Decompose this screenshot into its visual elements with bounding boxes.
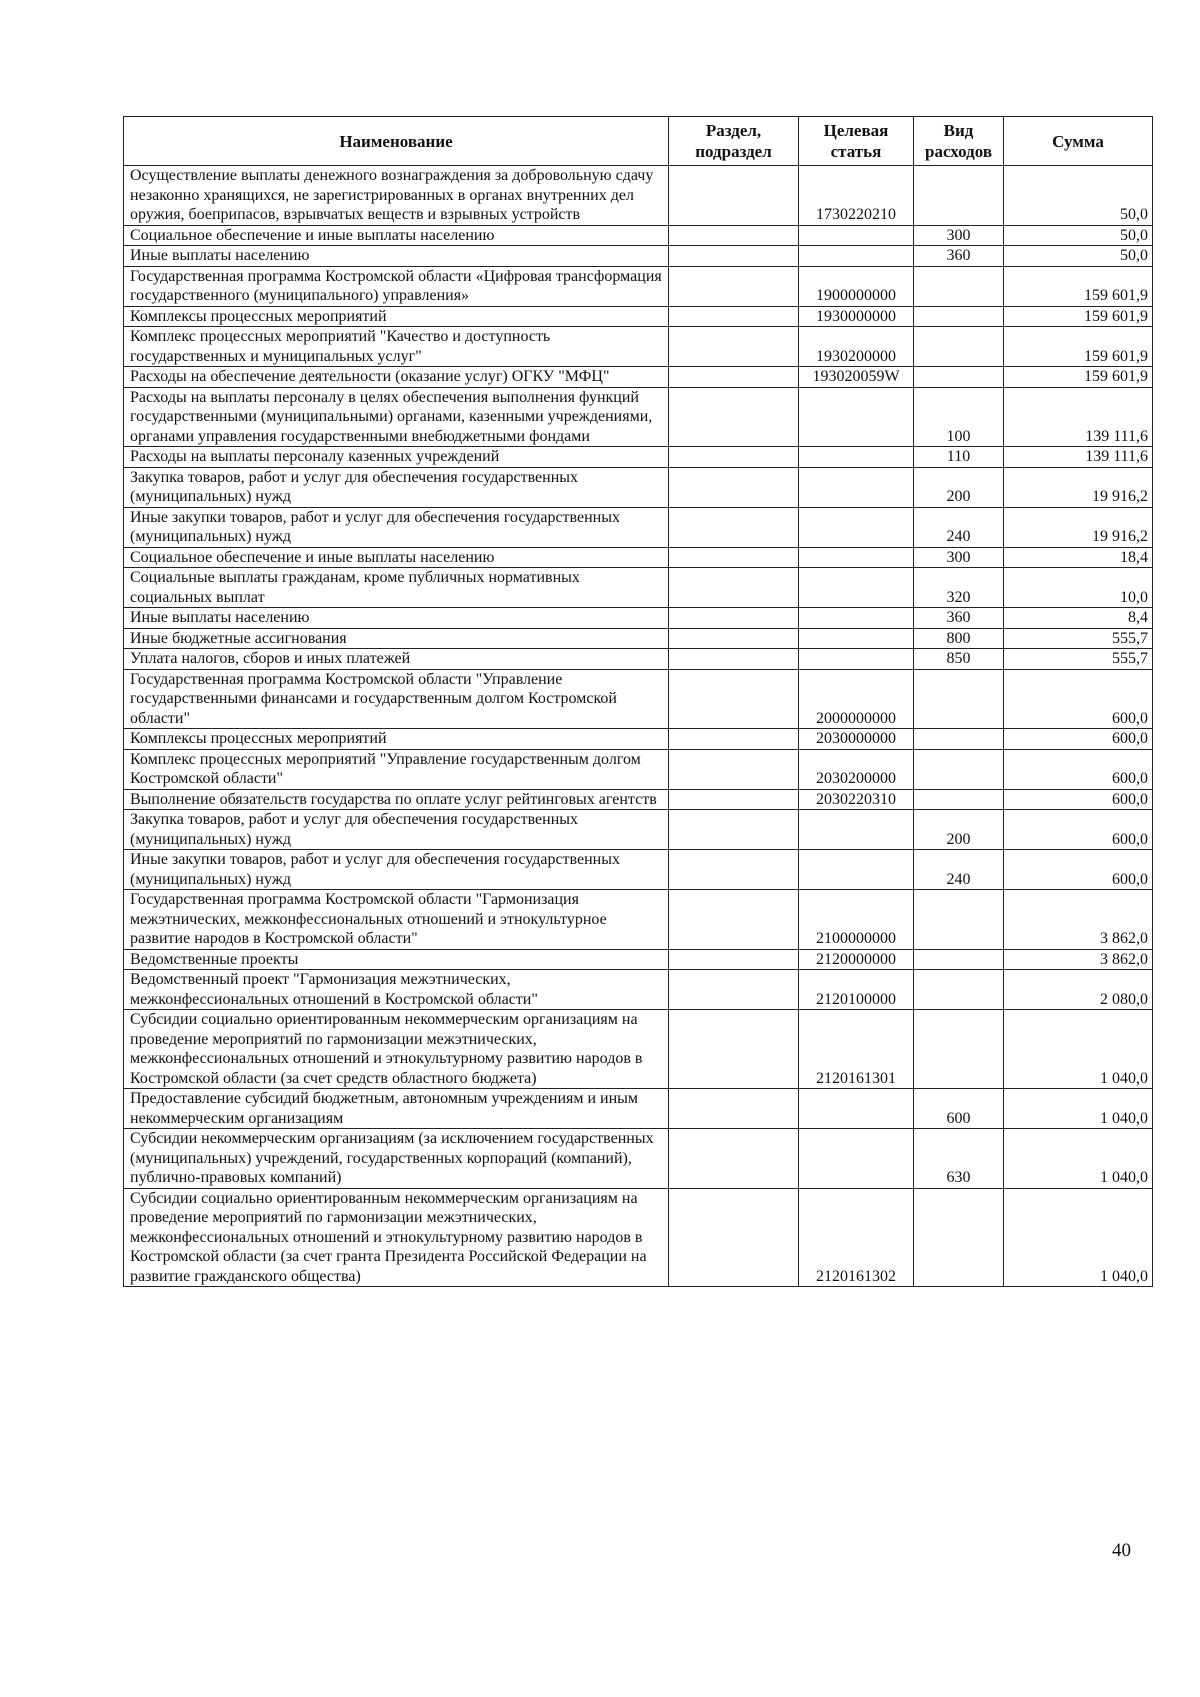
kind-cell (914, 949, 1004, 970)
sum-cell: 1 040,0 (1004, 1010, 1153, 1089)
article-cell: 2120161301 (799, 1010, 914, 1089)
header-article: Целевая статья (799, 117, 914, 166)
kind-cell (914, 669, 1004, 729)
name-cell: Расходы на выплаты персоналу в целях обеспечения выполнения функций государственными (муниципальными) органами, казенными учреждениями, органами управления государственными внебюджетными фондами (124, 387, 669, 447)
section-cell (669, 749, 799, 789)
sum-cell: 159 601,9 (1004, 367, 1153, 388)
name-cell: Субсидии социально ориентированным некоммерческим организациям на проведение мероприятий по гармонизации межэтнических, межконфессиональных отношений и этнокультурному развитию народов в Костромской области (за счет гранта Президента Российской Федерации на развитие гражданского общества) (124, 1188, 669, 1287)
name-cell: Субсидии некоммерческим организациям (за исключением государственных (муниципальных) учреждений, государственных корпораций (компаний), публично-правовых компаний) (124, 1129, 669, 1189)
name-cell: Комплекс процессных мероприятий "Качество и доступность государственных и муниципальных услуг" (124, 327, 669, 367)
article-cell (799, 850, 914, 890)
table-row (124, 246, 1153, 267)
table-row (124, 949, 1153, 970)
article-cell (799, 810, 914, 850)
name-cell: Социальное обеспечение и иные выплаты населению (124, 225, 669, 246)
table-row (124, 850, 1153, 890)
table-row (124, 507, 1153, 547)
article-cell: 1930000000 (799, 306, 914, 327)
table-body (124, 166, 1153, 1287)
kind-cell (914, 166, 1004, 226)
article-cell (799, 568, 914, 608)
kind-cell: 200 (914, 467, 1004, 507)
article-cell (799, 467, 914, 507)
kind-cell: 240 (914, 507, 1004, 547)
section-cell (669, 1089, 799, 1129)
table-row (124, 467, 1153, 507)
table-row (124, 568, 1153, 608)
article-cell: 1900000000 (799, 266, 914, 306)
section-cell (669, 225, 799, 246)
table-row (124, 387, 1153, 447)
kind-cell: 110 (914, 447, 1004, 468)
kind-cell (914, 327, 1004, 367)
article-cell (799, 1129, 914, 1189)
name-cell: Осуществление выплаты денежного вознаграждения за добровольную сдачу незаконно хранящихся, не зарегистрированных в органах внутренних дел оружия, боеприпасов, взрывчатых веществ и взрывных устройств (124, 166, 669, 226)
name-cell: Комплекс процессных мероприятий "Управление государственным долгом Костромской области" (124, 749, 669, 789)
name-cell: Иные бюджетные ассигнования (124, 628, 669, 649)
table-row (124, 447, 1153, 468)
table-row (124, 225, 1153, 246)
article-cell: 2120161302 (799, 1188, 914, 1287)
section-cell (669, 547, 799, 568)
article-cell: 2000000000 (799, 669, 914, 729)
table-row (124, 729, 1153, 750)
sum-cell: 3 862,0 (1004, 949, 1153, 970)
kind-cell (914, 1010, 1004, 1089)
article-cell (799, 608, 914, 629)
kind-cell: 200 (914, 810, 1004, 850)
sum-cell: 10,0 (1004, 568, 1153, 608)
kind-cell: 320 (914, 568, 1004, 608)
sum-cell: 159 601,9 (1004, 266, 1153, 306)
header-name: Наименование (124, 117, 669, 166)
section-cell (669, 1188, 799, 1287)
article-cell: 2100000000 (799, 890, 914, 950)
article-cell (799, 447, 914, 468)
name-cell: Государственная программа Костромской области "Гармонизация межэтнических, межконфессиональных отношений и этнокультурное развитие народов в Костромской области" (124, 890, 669, 950)
table-row (124, 649, 1153, 670)
sum-cell: 1 040,0 (1004, 1188, 1153, 1287)
section-cell (669, 970, 799, 1010)
sum-cell: 159 601,9 (1004, 327, 1153, 367)
article-cell (799, 507, 914, 547)
sum-cell: 139 111,6 (1004, 447, 1153, 468)
section-cell (669, 669, 799, 729)
kind-cell: 360 (914, 246, 1004, 267)
article-cell: 2030200000 (799, 749, 914, 789)
section-cell (669, 568, 799, 608)
name-cell: Комплексы процессных мероприятий (124, 729, 669, 750)
section-cell (669, 810, 799, 850)
name-cell: Иные выплаты населению (124, 246, 669, 267)
table-row (124, 890, 1153, 950)
budget-table (123, 116, 1153, 1287)
table-row (124, 749, 1153, 789)
kind-cell (914, 749, 1004, 789)
table-row (124, 1010, 1153, 1089)
sum-cell: 8,4 (1004, 608, 1153, 629)
sum-cell: 600,0 (1004, 669, 1153, 729)
table-row (124, 669, 1153, 729)
name-cell: Социальные выплаты гражданам, кроме публичных нормативных социальных выплат (124, 568, 669, 608)
sum-cell: 600,0 (1004, 789, 1153, 810)
name-cell: Государственная программа Костромской области "Управление государственными финансами и государственным долгом Костромской области" (124, 669, 669, 729)
kind-cell: 630 (914, 1129, 1004, 1189)
kind-cell: 240 (914, 850, 1004, 890)
sum-cell: 600,0 (1004, 729, 1153, 750)
article-cell: 2030000000 (799, 729, 914, 750)
section-cell (669, 166, 799, 226)
sum-cell: 19 916,2 (1004, 467, 1153, 507)
kind-cell (914, 890, 1004, 950)
header-section: Раздел, подраздел (669, 117, 799, 166)
kind-cell: 100 (914, 387, 1004, 447)
sum-cell: 600,0 (1004, 850, 1153, 890)
table-row (124, 1089, 1153, 1129)
name-cell: Расходы на выплаты персоналу казенных учреждений (124, 447, 669, 468)
article-cell (799, 1089, 914, 1129)
sum-cell: 600,0 (1004, 749, 1153, 789)
section-cell (669, 1129, 799, 1189)
table-row (124, 266, 1153, 306)
section-cell (669, 306, 799, 327)
table-row (124, 628, 1153, 649)
section-cell (669, 949, 799, 970)
table-row (124, 810, 1153, 850)
kind-cell: 850 (914, 649, 1004, 670)
kind-cell: 600 (914, 1089, 1004, 1129)
section-cell (669, 1010, 799, 1089)
sum-cell: 1 040,0 (1004, 1089, 1153, 1129)
sum-cell: 50,0 (1004, 166, 1153, 226)
kind-cell (914, 789, 1004, 810)
name-cell: Уплата налогов, сборов и иных платежей (124, 649, 669, 670)
article-cell: 1930200000 (799, 327, 914, 367)
name-cell: Иные выплаты населению (124, 608, 669, 629)
article-cell (799, 387, 914, 447)
sum-cell: 19 916,2 (1004, 507, 1153, 547)
section-cell (669, 729, 799, 750)
sum-cell: 1 040,0 (1004, 1129, 1153, 1189)
article-cell: 193020059W (799, 367, 914, 388)
name-cell: Ведомственный проект "Гармонизация межэтнических, межконфессиональных отношений в Костромской области" (124, 970, 669, 1010)
sum-cell: 50,0 (1004, 225, 1153, 246)
name-cell: Закупка товаров, работ и услуг для обеспечения государственных (муниципальных) нужд (124, 467, 669, 507)
table-header-row (124, 117, 1153, 166)
sum-cell: 18,4 (1004, 547, 1153, 568)
section-cell (669, 649, 799, 670)
sum-cell: 159 601,9 (1004, 306, 1153, 327)
table-row (124, 306, 1153, 327)
name-cell: Субсидии социально ориентированным некоммерческим организациям на проведение мероприятий по гармонизации межэтнических, межконфессиональных отношений и этнокультурному развитию народов в Костромской области (за счет средств областного бюджета) (124, 1010, 669, 1089)
name-cell: Выполнение обязательств государства по оплате услуг рейтинговых агентств (124, 789, 669, 810)
table-row (124, 1129, 1153, 1189)
name-cell: Закупка товаров, работ и услуг для обеспечения государственных (муниципальных) нужд (124, 810, 669, 850)
name-cell: Ведомственные проекты (124, 949, 669, 970)
kind-cell (914, 367, 1004, 388)
article-cell (799, 628, 914, 649)
sum-cell: 3 862,0 (1004, 890, 1153, 950)
sum-cell: 555,7 (1004, 649, 1153, 670)
section-cell (669, 608, 799, 629)
section-cell (669, 327, 799, 367)
header-kind: Вид расходов (914, 117, 1004, 166)
kind-cell (914, 306, 1004, 327)
section-cell (669, 850, 799, 890)
table-row (124, 970, 1153, 1010)
section-cell (669, 890, 799, 950)
name-cell: Предоставление субсидий бюджетным, автономным учреждениям и иным некоммерческим организациям (124, 1089, 669, 1129)
article-cell (799, 246, 914, 267)
kind-cell: 300 (914, 225, 1004, 246)
table-row (124, 367, 1153, 388)
table-row (124, 547, 1153, 568)
sum-cell: 600,0 (1004, 810, 1153, 850)
sum-cell: 555,7 (1004, 628, 1153, 649)
section-cell (669, 789, 799, 810)
article-cell: 1730220210 (799, 166, 914, 226)
table-row (124, 327, 1153, 367)
page-number: 40 (1112, 1540, 1131, 1561)
sum-cell: 2 080,0 (1004, 970, 1153, 1010)
kind-cell (914, 729, 1004, 750)
header-sum: Сумма (1004, 117, 1153, 166)
kind-cell: 360 (914, 608, 1004, 629)
section-cell (669, 467, 799, 507)
table-row (124, 789, 1153, 810)
name-cell: Комплексы процессных мероприятий (124, 306, 669, 327)
section-cell (669, 507, 799, 547)
section-cell (669, 447, 799, 468)
article-cell: 2030220310 (799, 789, 914, 810)
section-cell (669, 387, 799, 447)
table-row (124, 608, 1153, 629)
kind-cell (914, 1188, 1004, 1287)
article-cell (799, 225, 914, 246)
article-cell (799, 649, 914, 670)
section-cell (669, 266, 799, 306)
table-row (124, 166, 1153, 226)
section-cell (669, 246, 799, 267)
section-cell (669, 628, 799, 649)
name-cell: Иные закупки товаров, работ и услуг для обеспечения государственных (муниципальных) нужд (124, 507, 669, 547)
table-row (124, 1188, 1153, 1287)
article-cell: 2120100000 (799, 970, 914, 1010)
sum-cell: 50,0 (1004, 246, 1153, 267)
sum-cell: 139 111,6 (1004, 387, 1153, 447)
article-cell (799, 547, 914, 568)
section-cell (669, 367, 799, 388)
kind-cell: 800 (914, 628, 1004, 649)
name-cell: Расходы на обеспечение деятельности (оказание услуг) ОГКУ "МФЦ" (124, 367, 669, 388)
name-cell: Государственная программа Костромской области «Цифровая трансформация государственного (муниципального) управления» (124, 266, 669, 306)
kind-cell (914, 266, 1004, 306)
kind-cell (914, 970, 1004, 1010)
kind-cell: 300 (914, 547, 1004, 568)
article-cell: 2120000000 (799, 949, 914, 970)
name-cell: Иные закупки товаров, работ и услуг для обеспечения государственных (муниципальных) нужд (124, 850, 669, 890)
name-cell: Социальное обеспечение и иные выплаты населению (124, 547, 669, 568)
